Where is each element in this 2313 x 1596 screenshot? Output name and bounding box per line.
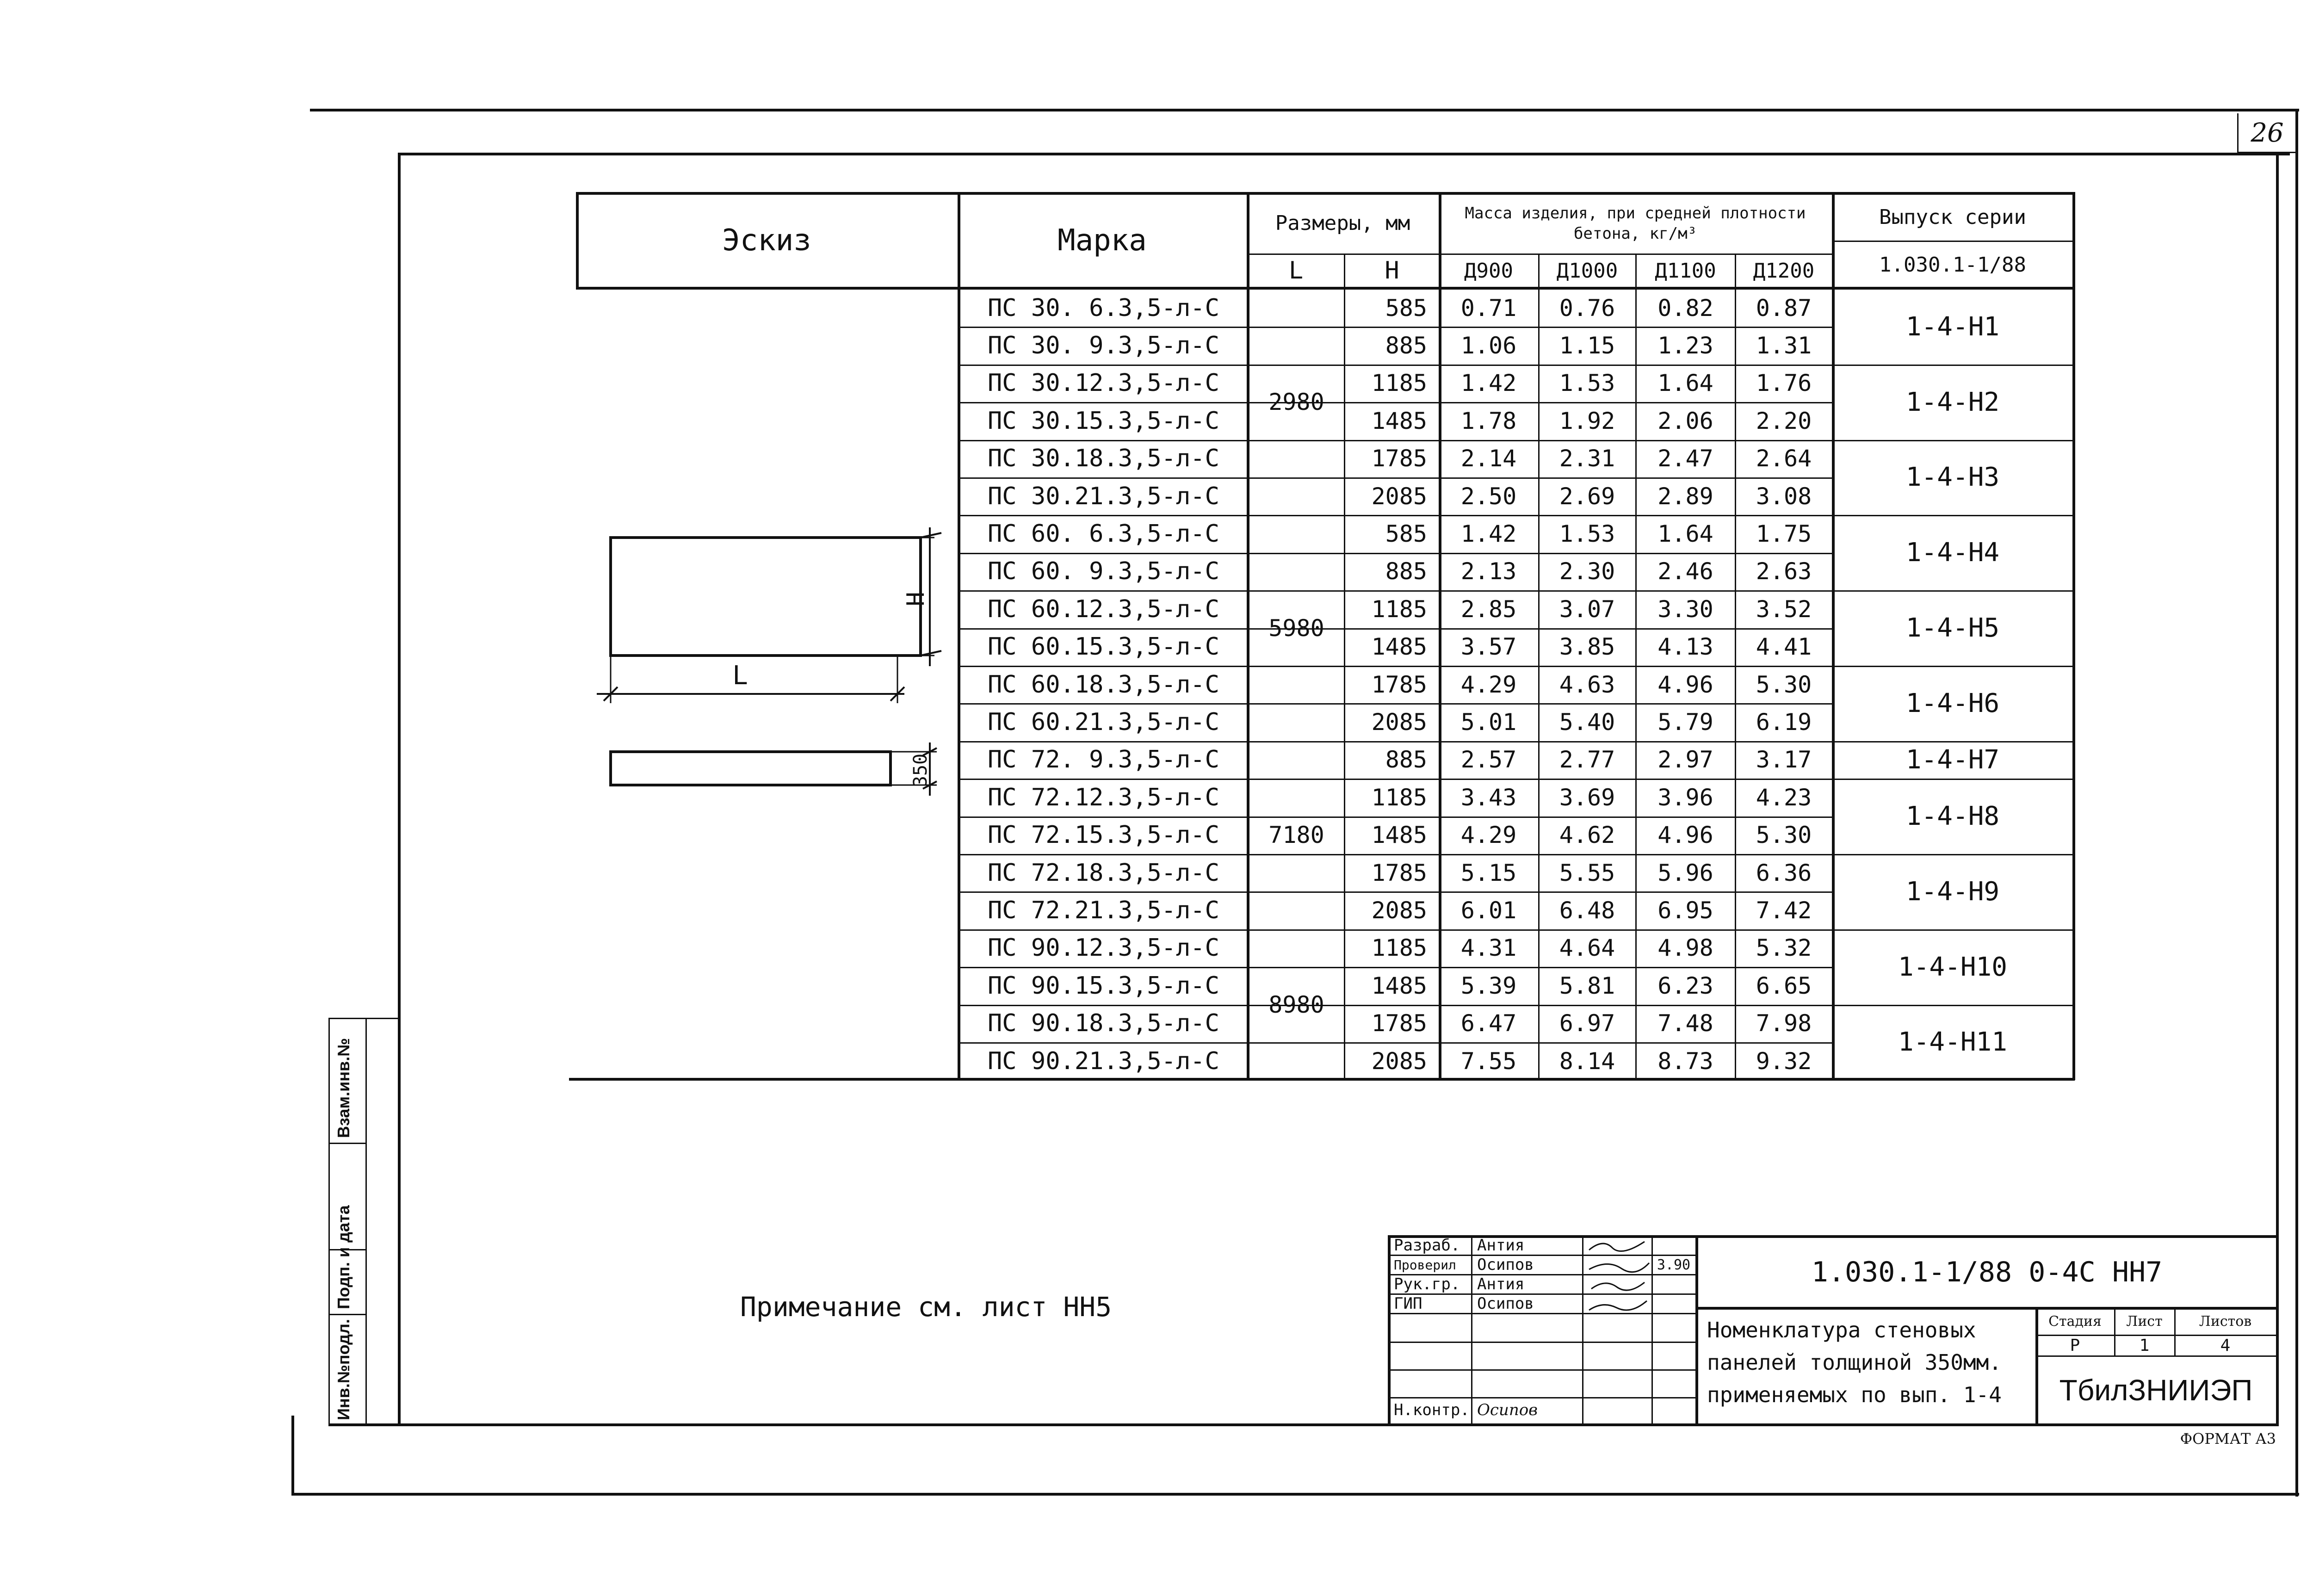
header-mass-d1000: Д1000 bbox=[1556, 259, 1618, 283]
row-mass-value: 3.07 bbox=[1559, 595, 1615, 623]
row-mark: ПС 72.15.3,5-л-С bbox=[988, 821, 1219, 849]
row-mass-value: 6.47 bbox=[1460, 1010, 1517, 1037]
row-mass-value: 4.13 bbox=[1657, 633, 1713, 661]
side-stamp-inv-podl: Инв.№подл. bbox=[334, 1319, 353, 1420]
row-mass-value: 6.97 bbox=[1559, 1010, 1615, 1037]
doc-code: 1.030.1-1/88 0-4С НН7 bbox=[1811, 1256, 2163, 1288]
name-rukgr: Антия bbox=[1477, 1275, 1525, 1293]
row-mass-value: 2.64 bbox=[1756, 445, 1812, 472]
row-mark: ПС 60.21.3,5-л-С bbox=[988, 708, 1219, 736]
row-mass-value: 3.17 bbox=[1756, 746, 1812, 773]
header-sketch: Эскиз bbox=[722, 223, 811, 258]
stage-label: Стадия bbox=[2048, 1313, 2102, 1330]
row-mass-value: 8.14 bbox=[1559, 1047, 1615, 1075]
row-height: 2085 bbox=[1371, 1047, 1427, 1075]
row-mass-value: 1.31 bbox=[1756, 332, 1812, 359]
row-mass-value: 8.73 bbox=[1657, 1047, 1713, 1075]
header-mass: Масса изделия, при средней плотности бетона, кг/м³ bbox=[1465, 204, 1806, 243]
row-mass-value: 2.77 bbox=[1559, 746, 1615, 773]
row-height: 1785 bbox=[1371, 445, 1427, 472]
row-length: 8980 bbox=[1268, 991, 1324, 1018]
row-mass-value: 4.62 bbox=[1559, 822, 1615, 849]
row-mass-value: 4.96 bbox=[1657, 671, 1713, 698]
row-mass-value: 1.75 bbox=[1756, 520, 1812, 548]
title-line-1: Номенклатура стеновых bbox=[1707, 1318, 1976, 1342]
row-mass-value: 6.36 bbox=[1756, 859, 1812, 886]
row-series: 1-4-Н10 bbox=[1898, 952, 2007, 982]
row-mass-value: 2.31 bbox=[1559, 445, 1615, 472]
row-height: 885 bbox=[1385, 746, 1427, 773]
row-mass-value: 2.57 bbox=[1460, 746, 1517, 773]
row-mass-value: 5.96 bbox=[1657, 859, 1713, 886]
row-mass-value: 2.47 bbox=[1657, 445, 1713, 472]
row-mass-value: 4.63 bbox=[1559, 671, 1615, 698]
row-mass-value: 2.20 bbox=[1756, 407, 1812, 434]
row-mass-value: 2.85 bbox=[1460, 595, 1517, 623]
row-mass-value: 0.87 bbox=[1756, 294, 1812, 322]
name-proveril: Осипов bbox=[1477, 1256, 1534, 1274]
row-mark: ПС 60.15.3,5-л-С bbox=[988, 633, 1219, 661]
row-length: 2980 bbox=[1268, 389, 1324, 416]
row-mark: ПС 30. 6.3,5-л-С bbox=[988, 294, 1219, 322]
row-height: 885 bbox=[1385, 558, 1427, 585]
row-mass-value: 1.64 bbox=[1657, 520, 1713, 548]
row-mass-value: 5.79 bbox=[1657, 709, 1713, 736]
row-mass-value: 1.53 bbox=[1559, 520, 1615, 548]
page-number: 26 bbox=[2251, 118, 2284, 148]
row-height: 1785 bbox=[1371, 859, 1427, 886]
row-series: 1-4-Н6 bbox=[1905, 688, 2000, 718]
organization: ТбилЗНИИЭП bbox=[2059, 1373, 2253, 1407]
row-mark: ПС 72.12.3,5-л-С bbox=[988, 783, 1219, 811]
row-series: 1-4-Н4 bbox=[1905, 538, 2000, 568]
row-mass-value: 4.96 bbox=[1657, 822, 1713, 849]
row-series: 1-4-Н3 bbox=[1905, 462, 2000, 493]
row-mass-value: 2.63 bbox=[1756, 558, 1812, 585]
row-mass-value: 1.64 bbox=[1657, 370, 1713, 397]
row-height: 2085 bbox=[1371, 897, 1427, 924]
row-mark: ПС 72.21.3,5-л-С bbox=[988, 897, 1219, 925]
row-mark: ПС 90.12.3,5-л-С bbox=[988, 934, 1219, 962]
row-mark: ПС 72. 9.3,5-л-С bbox=[988, 746, 1219, 774]
row-mass-value: 5.81 bbox=[1559, 972, 1615, 999]
sheet-value: 1 bbox=[2139, 1336, 2150, 1355]
row-mass-value: 4.29 bbox=[1460, 822, 1517, 849]
header-mark: Марка bbox=[1058, 223, 1147, 258]
row-mass-value: 5.30 bbox=[1756, 822, 1812, 849]
row-mass-value: 2.14 bbox=[1460, 445, 1517, 472]
row-mass-value: 1.42 bbox=[1460, 520, 1517, 548]
row-mass-value: 1.76 bbox=[1756, 370, 1812, 397]
row-height: 585 bbox=[1385, 294, 1427, 322]
row-mark: ПС 30. 9.3,5-л-С bbox=[988, 332, 1219, 360]
row-mark: ПС 30.18.3,5-л-С bbox=[988, 445, 1219, 473]
header-series: Выпуск серии bbox=[1879, 205, 2026, 229]
sheets-value: 4 bbox=[2220, 1336, 2231, 1355]
row-mass-value: 2.06 bbox=[1657, 407, 1713, 434]
row-mass-value: 4.98 bbox=[1657, 934, 1713, 962]
role-norm-control: Н.контр. bbox=[1394, 1401, 1470, 1419]
row-series: 1-4-Н2 bbox=[1905, 387, 2000, 417]
row-mass-value: 1.23 bbox=[1657, 332, 1713, 359]
signature-marks bbox=[1584, 1236, 1651, 1315]
row-mark: ПС 30.15.3,5-л-С bbox=[988, 407, 1219, 435]
role-rukgr: Рук.гр. bbox=[1394, 1275, 1460, 1293]
row-mass-value: 3.08 bbox=[1756, 483, 1812, 510]
row-height: 2085 bbox=[1371, 709, 1427, 736]
row-mark: ПС 60. 9.3,5-л-С bbox=[988, 557, 1219, 586]
row-mass-value: 7.48 bbox=[1657, 1010, 1713, 1037]
row-mass-value: 2.30 bbox=[1559, 558, 1615, 585]
row-mark: ПС 90.18.3,5-л-С bbox=[988, 1009, 1219, 1038]
title-line-2: панелей толщиной 350мм. bbox=[1707, 1350, 2002, 1375]
row-height: 1485 bbox=[1371, 822, 1427, 849]
row-mass-value: 2.89 bbox=[1657, 483, 1713, 510]
row-mass-value: 5.39 bbox=[1460, 972, 1517, 999]
row-mass-value: 2.97 bbox=[1657, 746, 1713, 773]
stage-value: Р bbox=[2070, 1336, 2080, 1355]
row-mass-value: 3.52 bbox=[1756, 595, 1812, 623]
title-line-3: применяемых по вып. 1-4 bbox=[1707, 1382, 2002, 1407]
row-height: 1785 bbox=[1371, 1010, 1427, 1037]
row-height: 1485 bbox=[1371, 972, 1427, 999]
header-dim-h: H bbox=[1385, 257, 1399, 285]
row-mark: ПС 30.21.3,5-л-С bbox=[988, 482, 1219, 510]
sketch-label-thickness: 350 bbox=[910, 753, 931, 787]
format-label: ФОРМАТ А3 bbox=[2180, 1430, 2276, 1448]
row-mark: ПС 60.12.3,5-л-С bbox=[988, 595, 1219, 623]
row-height: 1185 bbox=[1371, 934, 1427, 962]
row-mass-value: 7.42 bbox=[1756, 897, 1812, 924]
row-height: 1185 bbox=[1371, 370, 1427, 397]
side-stamp-vzam-inv: Взам.инв.№ bbox=[334, 1038, 353, 1138]
name-gip: Осипов bbox=[1477, 1294, 1534, 1313]
row-mass-value: 3.96 bbox=[1657, 784, 1713, 811]
note-text: Примечание см. лист НН5 bbox=[740, 1291, 1112, 1323]
row-mass-value: 5.15 bbox=[1460, 859, 1517, 886]
row-height: 885 bbox=[1385, 332, 1427, 359]
header-series-code: 1.030.1-1/88 bbox=[1879, 253, 2026, 277]
row-mark: ПС 60.18.3,5-л-С bbox=[988, 670, 1219, 699]
row-mass-value: 6.95 bbox=[1657, 897, 1713, 924]
role-gip: ГИП bbox=[1394, 1294, 1422, 1313]
row-mass-value: 2.50 bbox=[1460, 483, 1517, 510]
row-mark: ПС 72.18.3,5-л-С bbox=[988, 859, 1219, 887]
row-mass-value: 3.69 bbox=[1559, 784, 1615, 811]
row-series: 1-4-Н11 bbox=[1898, 1027, 2007, 1058]
row-series: 1-4-Н1 bbox=[1905, 311, 2000, 342]
row-mass-value: 7.98 bbox=[1756, 1010, 1812, 1037]
header-mass-d900: Д900 bbox=[1464, 259, 1513, 283]
row-mass-value: 1.42 bbox=[1460, 370, 1517, 397]
row-mark: ПС 90.21.3,5-л-С bbox=[988, 1047, 1219, 1075]
header-dim-l: L bbox=[1288, 257, 1304, 285]
row-height: 1785 bbox=[1371, 671, 1427, 698]
row-mass-value: 4.41 bbox=[1756, 633, 1812, 661]
row-mass-value: 1.78 bbox=[1460, 407, 1517, 434]
row-mass-value: 4.64 bbox=[1559, 934, 1615, 962]
row-mass-value: 0.76 bbox=[1559, 294, 1615, 322]
row-mass-value: 1.15 bbox=[1559, 332, 1615, 359]
row-mass-value: 2.69 bbox=[1559, 483, 1615, 510]
row-mass-value: 5.30 bbox=[1756, 671, 1812, 698]
sketch-label-l: L bbox=[732, 660, 748, 691]
row-mass-value: 6.65 bbox=[1756, 972, 1812, 999]
row-mass-value: 3.57 bbox=[1460, 633, 1517, 661]
row-mass-value: 4.29 bbox=[1460, 671, 1517, 698]
row-mass-value: 6.19 bbox=[1756, 709, 1812, 736]
row-height: 1485 bbox=[1371, 633, 1427, 661]
role-razrab: Разраб. bbox=[1394, 1236, 1460, 1255]
role-proveril: Проверил bbox=[1394, 1257, 1456, 1273]
row-mass-value: 4.23 bbox=[1756, 784, 1812, 811]
row-mark: ПС 60. 6.3,5-л-С bbox=[988, 520, 1219, 548]
row-mass-value: 2.46 bbox=[1657, 558, 1713, 585]
row-height: 1185 bbox=[1371, 595, 1427, 623]
row-length: 7180 bbox=[1268, 822, 1324, 849]
header-mass-d1100: Д1100 bbox=[1655, 259, 1716, 283]
row-mass-value: 5.32 bbox=[1756, 934, 1812, 962]
row-mark: ПС 90.15.3,5-л-С bbox=[988, 971, 1219, 1000]
row-mass-value: 6.01 bbox=[1460, 897, 1517, 924]
row-series: 1-4-Н7 bbox=[1905, 744, 2000, 775]
sketch-label-h: H bbox=[902, 592, 930, 606]
name-norm-control: Осипов bbox=[1477, 1401, 1538, 1419]
name-razrab: Антия bbox=[1477, 1236, 1525, 1255]
row-mass-value: 2.13 bbox=[1460, 558, 1517, 585]
row-mass-value: 5.55 bbox=[1559, 859, 1615, 886]
row-mass-value: 3.30 bbox=[1657, 595, 1713, 623]
row-height: 1185 bbox=[1371, 784, 1427, 811]
header-dimensions: Размеры, мм bbox=[1275, 211, 1410, 235]
side-stamp-podp-data: Подп. и дата bbox=[334, 1205, 353, 1309]
row-mass-value: 0.82 bbox=[1657, 294, 1713, 322]
row-mass-value: 1.06 bbox=[1460, 332, 1517, 359]
row-height: 2085 bbox=[1371, 483, 1427, 510]
date-proveril: 3.90 bbox=[1657, 1256, 1691, 1273]
sheets-label: Листов bbox=[2199, 1313, 2252, 1330]
row-length: 5980 bbox=[1268, 614, 1324, 642]
row-mass-value: 0.71 bbox=[1460, 294, 1517, 322]
header-mass-d1200: Д1200 bbox=[1753, 259, 1815, 283]
row-mass-value: 5.01 bbox=[1460, 709, 1517, 736]
row-mass-value: 5.40 bbox=[1559, 709, 1615, 736]
row-series: 1-4-Н8 bbox=[1905, 801, 2000, 832]
row-mass-value: 7.55 bbox=[1460, 1047, 1517, 1075]
row-series: 1-4-Н9 bbox=[1905, 876, 2000, 907]
row-height: 585 bbox=[1385, 520, 1427, 548]
row-mass-value: 1.92 bbox=[1559, 407, 1615, 434]
row-mark: ПС 30.12.3,5-л-С bbox=[988, 369, 1219, 397]
row-mass-value: 6.48 bbox=[1559, 897, 1615, 924]
row-mass-value: 4.31 bbox=[1460, 934, 1517, 962]
sheet-label: Лист bbox=[2126, 1313, 2163, 1330]
row-series: 1-4-Н5 bbox=[1905, 613, 2000, 643]
row-mass-value: 6.23 bbox=[1657, 972, 1713, 999]
row-mass-value: 3.43 bbox=[1460, 784, 1517, 811]
row-height: 1485 bbox=[1371, 407, 1427, 434]
row-mass-value: 9.32 bbox=[1756, 1047, 1812, 1075]
row-mass-value: 3.85 bbox=[1559, 633, 1615, 661]
row-mass-value: 1.53 bbox=[1559, 370, 1615, 397]
